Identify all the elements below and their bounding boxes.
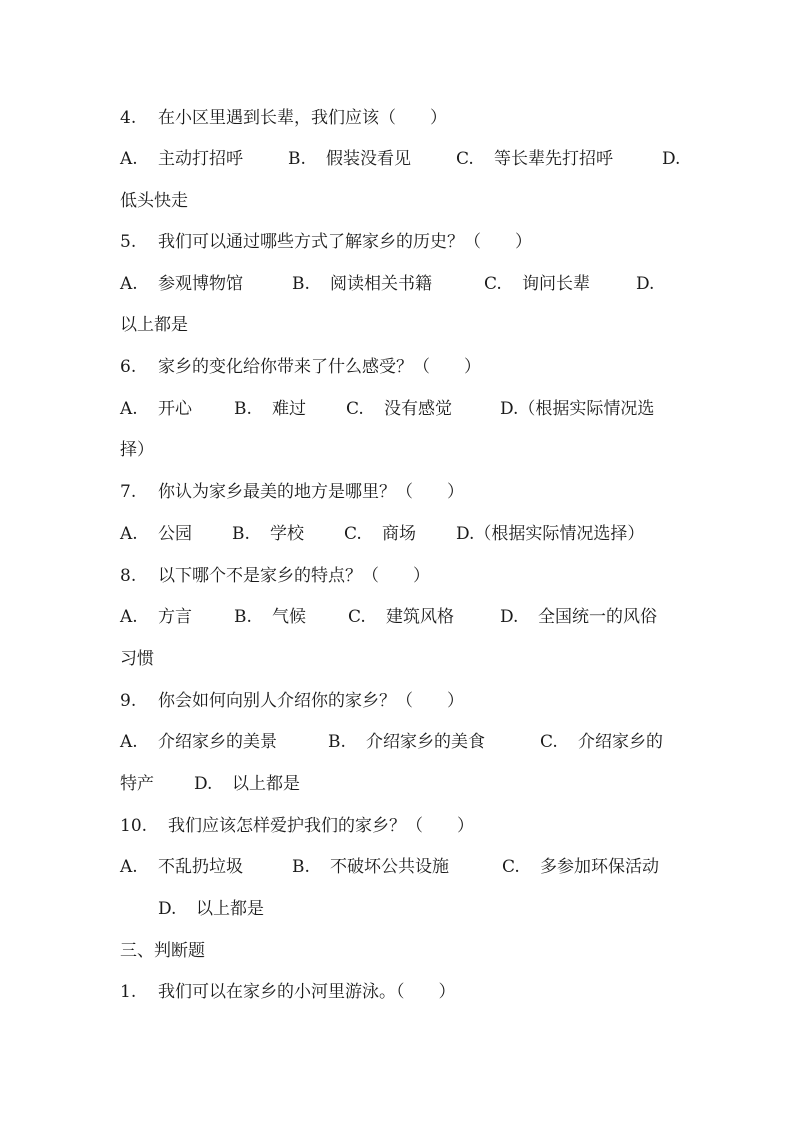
option-text: 介绍家乡的美食 bbox=[366, 732, 485, 752]
section-title: 三、判断题 bbox=[120, 941, 205, 961]
option-text: 参观博物馆 bbox=[158, 274, 243, 294]
option-letter: A. bbox=[120, 732, 138, 752]
option-text: 特产 bbox=[120, 774, 154, 794]
option-text: 询问长辈 bbox=[522, 274, 590, 294]
option-letter: C. bbox=[456, 149, 474, 169]
option-text: 习惯 bbox=[120, 649, 154, 669]
option-letter: C. bbox=[344, 524, 362, 544]
option-text: 主动打招呼 bbox=[158, 149, 243, 169]
option-text: 择） bbox=[120, 440, 154, 460]
option-letter: C. bbox=[540, 732, 558, 752]
option-letter: B. bbox=[292, 857, 310, 877]
option-text: 多参加环保活动 bbox=[540, 857, 659, 877]
option-text: D.（根据实际情况选 bbox=[500, 399, 655, 419]
option-text: 以上都是 bbox=[232, 774, 300, 794]
option-letter: A. bbox=[120, 607, 138, 627]
question-number: 9. bbox=[120, 691, 137, 711]
option-text: 低头快走 bbox=[120, 191, 188, 211]
option-letter: D. bbox=[194, 774, 213, 794]
option-letter: B. bbox=[328, 732, 346, 752]
option-text: 全国统一的风俗 bbox=[538, 607, 657, 627]
option-letter: C. bbox=[484, 274, 502, 294]
question-number: 8. bbox=[120, 566, 137, 586]
option-text: 气候 bbox=[272, 607, 306, 627]
option-text: 商场 bbox=[382, 524, 416, 544]
option-text: 方言 bbox=[158, 607, 192, 627]
option-letter: D. bbox=[158, 899, 177, 919]
question-text: 以下哪个不是家乡的特点？（ ） bbox=[158, 566, 430, 586]
option-letter: A. bbox=[120, 149, 138, 169]
question-number: 4. bbox=[120, 108, 137, 128]
question-text: 我们应该怎样爱护我们的家乡？（ ） bbox=[168, 816, 474, 836]
question-text: 在小区里遇到长辈，我们应该（ ） bbox=[158, 108, 447, 128]
question-text: 我们可以在家乡的小河里游泳。（ ） bbox=[158, 982, 456, 1002]
option-text: 以上都是 bbox=[196, 899, 264, 919]
question-number: 1. bbox=[120, 982, 137, 1002]
question-text: 家乡的变化给你带来了什么感受？（ ） bbox=[158, 357, 481, 377]
option-text: D.（根据实际情况选择） bbox=[456, 524, 645, 544]
option-letter: A. bbox=[120, 274, 138, 294]
option-text: 阅读相关书籍 bbox=[330, 274, 432, 294]
question-text: 你认为家乡最美的地方是哪里？（ ） bbox=[158, 482, 464, 502]
option-letter: D. bbox=[662, 149, 681, 169]
option-letter: A. bbox=[120, 857, 138, 877]
option-letter: C. bbox=[502, 857, 520, 877]
option-text: 介绍家乡的美景 bbox=[158, 732, 277, 752]
option-text: 开心 bbox=[158, 399, 192, 419]
option-letter: A. bbox=[120, 399, 138, 419]
option-text: 等长辈先打招呼 bbox=[494, 149, 613, 169]
question-text: 你会如何向别人介绍你的家乡？（ ） bbox=[158, 691, 464, 711]
option-letter: C. bbox=[348, 607, 366, 627]
option-text: 假装没看见 bbox=[326, 149, 411, 169]
question-text: 我们可以通过哪些方式了解家乡的历史？（ ） bbox=[158, 232, 532, 252]
option-letter: B. bbox=[234, 607, 252, 627]
question-number: 7. bbox=[120, 482, 137, 502]
option-text: 介绍家乡的 bbox=[578, 732, 663, 752]
option-text: 不乱扔垃圾 bbox=[158, 857, 243, 877]
option-letter: B. bbox=[292, 274, 310, 294]
option-text: 以上都是 bbox=[120, 315, 188, 335]
question-number: 10. bbox=[120, 816, 148, 836]
option-letter: B. bbox=[288, 149, 306, 169]
question-number: 5. bbox=[120, 232, 137, 252]
option-letter: C. bbox=[346, 399, 364, 419]
option-letter: D. bbox=[636, 274, 655, 294]
option-text: 学校 bbox=[270, 524, 304, 544]
option-letter: A. bbox=[120, 524, 138, 544]
option-text: 没有感觉 bbox=[384, 399, 452, 419]
option-text: 难过 bbox=[272, 399, 306, 419]
option-text: 不破坏公共设施 bbox=[330, 857, 449, 877]
question-number: 6. bbox=[120, 357, 137, 377]
option-letter: B. bbox=[232, 524, 250, 544]
option-letter: D. bbox=[500, 607, 519, 627]
option-text: 建筑风格 bbox=[386, 607, 454, 627]
option-text: 公园 bbox=[158, 524, 192, 544]
option-letter: B. bbox=[234, 399, 252, 419]
